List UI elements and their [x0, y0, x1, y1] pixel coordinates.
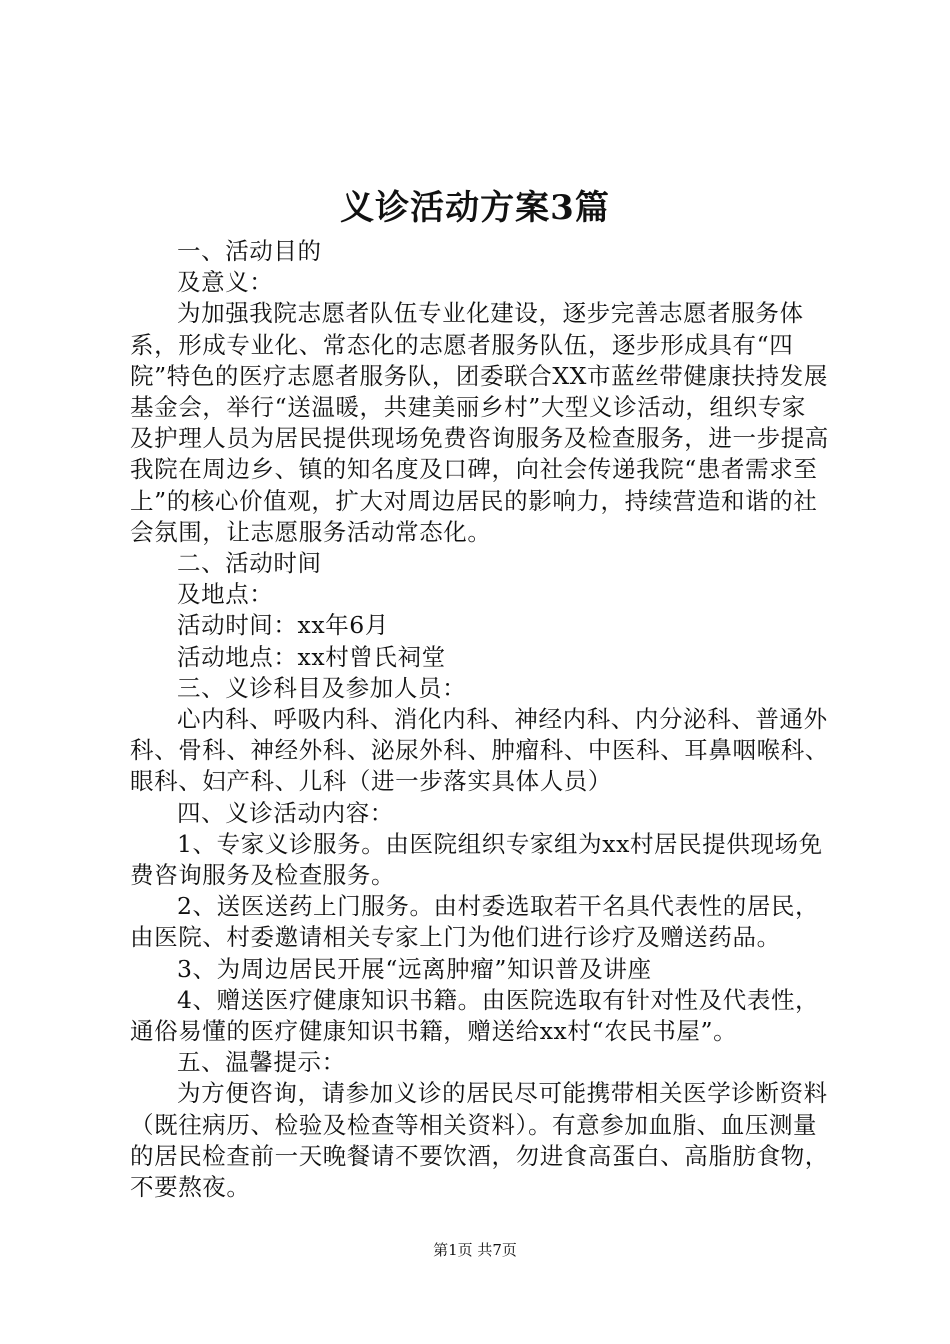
- document-title: 义诊活动方案3篇: [340, 188, 610, 228]
- document-body: [130, 236, 830, 1203]
- content-item-2: 2、送医送药上门服务。由村委选取若干名具代表性的居民，由医院、村委邀请相关专家上门为他们进行诊疗及赠送药品。: [130, 892, 820, 952]
- activity-time: 活动时间：xx年6月: [177, 611, 389, 640]
- section-heading-departments: 三、义诊科目及参加人员：: [177, 673, 467, 702]
- content-item-4: 4、赠送医疗健康知识书籍。由医院选取有针对性及代表性，通俗易懂的医疗健康知识书籍，赠送给xx村“农民书屋”。: [130, 985, 820, 1046]
- section-heading-content: 四、义诊活动内容：: [177, 798, 394, 827]
- section-heading-time-cont: 及地点：: [177, 580, 274, 609]
- page-footer: 第1页 共7页: [433, 1241, 517, 1259]
- paragraph-departments: 心内科、呼吸内科、消化内科、神经内科、内分泌科、普通外科、骨科、神经外科、泌尿外科、肿瘤科、中医科、耳鼻咽喉科、眼科、妇产科、儿科（进一步落实具体人员）: [130, 705, 829, 796]
- section-heading-time: 二、活动时间: [177, 549, 322, 578]
- content-item-3: 3、为周边居民开展“远离肿瘤”知识普及讲座: [177, 954, 652, 983]
- content-item-1: 1、专家义诊服务。由医院组织专家组为xx村居民提供现场免费咨询服务及检查服务。: [130, 829, 823, 890]
- section-heading-tips: 五、温馨提示：: [177, 1048, 346, 1077]
- section-heading-purpose: 一、活动目的: [177, 237, 322, 265]
- activity-location: 活动地点：xx村曾氏祠堂: [177, 642, 446, 671]
- section-heading-purpose-cont: 及意义：: [177, 268, 274, 297]
- paragraph-tips: 为方便咨询，请参加义诊的居民尽可能携带相关医学诊断资料（既往病历、检验及检查等相关资料）。有意参加血脂、血压测量的居民检查前一天晚餐请不要饮酒，勿进食高蛋白、高脂肪食物，不要熬夜。: [130, 1079, 829, 1202]
- paragraph-purpose: 为加强我院志愿者队伍专业化建设，逐步完善志愿者服务体系，形成专业化、常态化的志愿者服务队伍，逐步形成具有“四院”特色的医疗志愿者服务队，团委联合XX市蓝丝带健康扶持发展基金会，举行“送温暖，共建美丽乡村”大型义诊活动，组织专家及护理人员为居民提供现场免费咨询服务及检查服务，进一步提高我院在周边乡、镇的知名度及口碑，向社会传递我院“患者需求至上”的核心价值观，扩大对周边居民的影响力，持续营造和谐的社会氛围，让志愿服务活动常态化。: [130, 299, 829, 546]
